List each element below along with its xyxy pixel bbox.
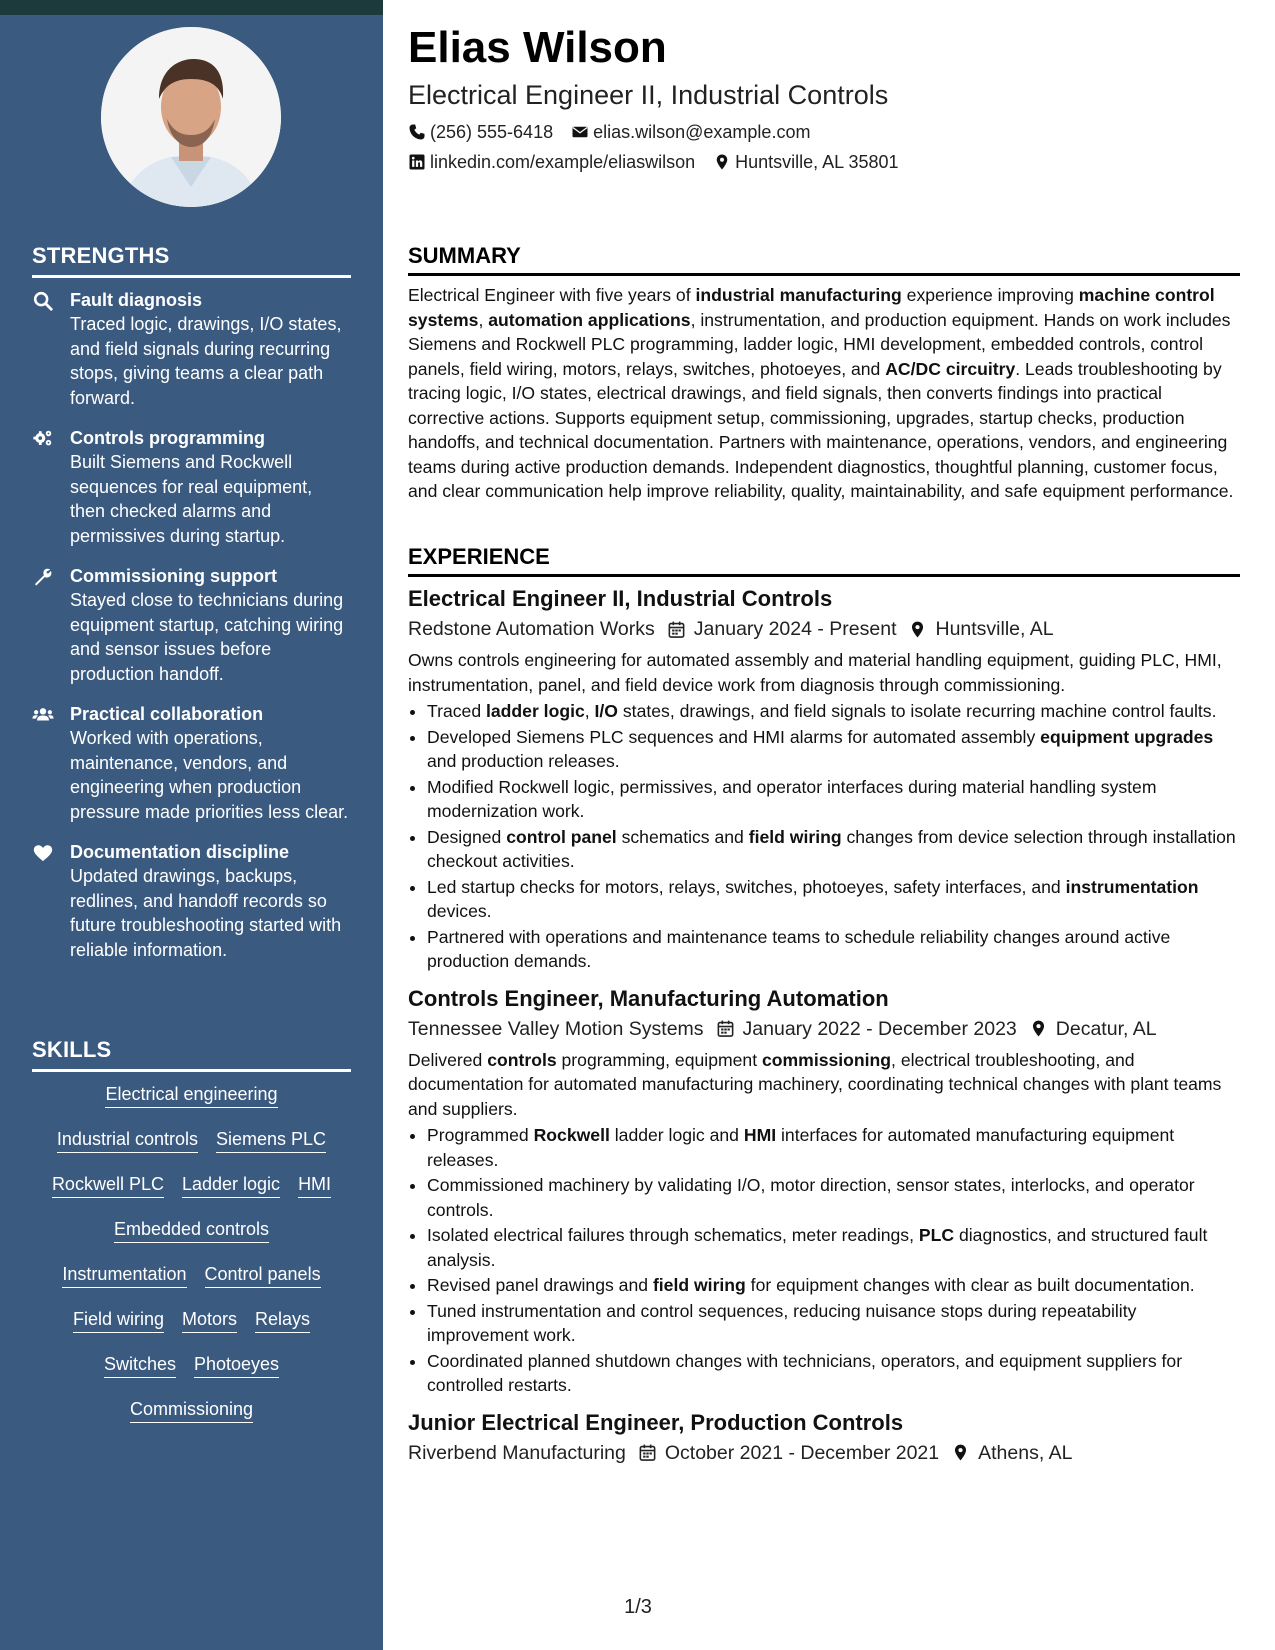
experience-section [408,544,1240,1478]
skills-title: SKILLS [32,1037,351,1072]
job-entry [408,584,1240,974]
list-item: • Commissioned machinery by validating I/O, motor direction, sensor states, interlocks, and operator controls. [427,1173,1240,1222]
phone-text: (256) 555-6418 [430,122,554,142]
job-meta [408,1014,1240,1044]
job-location: Athens, AL [978,1441,1073,1464]
map-pin-icon [1029,1019,1048,1038]
skill-tag: Instrumentation [62,1262,186,1288]
job-location: Decatur, AL [1055,1017,1157,1040]
job-role: Controls Engineer, Manufacturing Automation [408,985,889,1011]
skill-tag: Photoeyes [194,1352,279,1378]
job-description: Owns controls engineering for automated assembly and material handling equipment, guiding PLC, HMI, instrumentation, panel, and field device work from diagnosis through commissioning. [408,650,1222,695]
bold-keyword: AC/DC circuitry [885,358,1016,379]
list-item: • Modified Rockwell logic, permissives, and operator interfaces during material handling system modernization work. [427,775,1240,824]
skill-tag: Control panels [205,1262,321,1288]
profile-photo [101,27,281,207]
job-company: Riverbend Manufacturing [408,1441,626,1464]
resume-header [408,20,1240,174]
job-dates: January 2024 - Present [693,618,897,640]
summary-section [408,243,1240,504]
strength-desc: Traced logic, drawings, I/O states, and field signals during recurring stops, giving teams a clear path forward. [70,314,342,408]
bold-keyword: machine control systems [408,285,1215,330]
list-item: • Partnered with operations and maintenance teams to schedule reliability changes around active production demands. [427,925,1240,974]
job-bullets [408,1123,1240,1398]
strength-item [32,288,352,410]
bold-keyword: field wiring [652,1275,746,1295]
strength-desc: Stayed close to technicians during equipment startup, catching wiring and sensor issues before production handoff. [70,590,344,684]
job-description: Delivered controls programming, equipment commissioning, electrical troubleshooting, and documentation for automated manufacturing machinery, coordinating technical changes with plant teams and suppliers. [408,1049,1222,1119]
job-meta [408,1438,1240,1468]
email-link[interactable]: elias.wilson@example.com [593,122,811,142]
contact-row-2 [408,150,1240,174]
strengths-list [32,288,352,978]
bold-keyword: Rockwell [533,1125,610,1145]
phone-contact [408,120,553,144]
bold-keyword: PLC [918,1225,955,1245]
job-role: Junior Electrical Engineer, Production Controls [408,1409,904,1435]
bold-keyword: I/O [594,701,618,721]
list-item: • Isolated electrical failures through schematics, meter readings, PLC diagnostics, and structured fault analysis. [427,1223,1240,1272]
map-pin-icon [951,1443,970,1462]
linkedin-contact[interactable] [408,150,695,174]
job-dates: January 2022 - December 2023 [742,1017,1017,1040]
skill-tag: Industrial controls [57,1127,198,1153]
skill-tag: Switches [104,1352,176,1378]
job-location: Huntsville, AL [935,618,1054,640]
bold-keyword: controls [487,1049,557,1070]
bold-keyword: control panel [506,826,617,847]
sidebar-top-bar [0,0,383,15]
bold-keyword: equipment upgrades [1040,726,1214,747]
candidate-name: Elias Wilson [408,23,667,72]
candidate-title: Electrical Engineer II, Industrial Controls [408,80,889,110]
strength-item [32,702,352,824]
list-item: • Revised panel drawings and field wiring for equipment changes with clear as built documentation. [427,1273,1240,1298]
bold-keyword: ladder logic [486,701,585,721]
heart-icon [32,840,70,962]
gears-icon [32,426,70,548]
list-item: • Developed Siemens PLC sequences and HMI alarms for automated assembly equipment upgrades and production releases. [427,725,1240,774]
contact-row [408,120,1240,144]
bold-keyword: HMI [743,1125,777,1145]
experience-title: EXPERIENCE [408,544,1240,577]
skill-tag: Embedded controls [114,1217,269,1243]
job-company: Redstone Automation Works [408,618,655,640]
summary-text: Electrical Engineer with five years of industrial manufacturing experience improving machine control systems, automation applications, instrumentation, and production equipment. Hands on work includes Siemens and Rockwell PLC programming, ladder logic, HMI development, embedded controls, control panels, field wiring, motors, relays, switches, photoeyes, and AC/DC circuitry. Leads troubleshooting by tracing logic, I/O states, electrical drawings, and field signals, then converts findings into practical corrective actions. Supports equipment setup, commissioning, upgrades, startup checks, production handoffs, and technical documentation. Partners with maintenance, operations, vendors, and engineering teams during active production demands. Independent diagnostics, thoughtful planning, customer focus, and clear communication help improve reliability, quality, maintainability, and safe equipment performance. [408,285,1234,501]
strength-title: Controls programming [70,428,266,448]
calendar-icon [667,620,686,639]
list-item: • Led startup checks for motors, relays, switches, photoeyes, safety interfaces, and instrumentation devices. [427,875,1240,924]
skill-tag: Electrical engineering [105,1082,277,1108]
job-meta [408,614,1240,644]
envelope-icon [571,123,589,141]
strength-desc: Built Siemens and Rockwell sequences for real equipment, then checked alarms and permissives during startup. [70,452,313,546]
calendar-icon [638,1443,657,1462]
strength-desc: Updated drawings, backups, redlines, and handoff records so future troubleshooting started with reliable information. [70,866,342,960]
map-pin-icon [908,620,927,639]
job-dates: October 2021 - December 2021 [664,1441,940,1464]
linkedin-icon [408,153,426,171]
skill-tag: HMI [298,1172,331,1198]
users-icon [32,702,70,824]
skill-tag: Ladder logic [182,1172,280,1198]
strength-title: Commissioning support [70,566,277,586]
skill-tag: Field wiring [73,1307,164,1333]
list-item: • Traced ladder logic, I/O states, drawings, and field signals to isolate recurring machine control faults. [427,699,1240,724]
bold-keyword: commissioning [762,1049,892,1070]
wrench-icon [32,564,70,686]
list-item: • Tuned instrumentation and control sequences, reducing nuisance stops during repeatability improvement work. [427,1299,1240,1348]
skill-tag: Rockwell PLC [52,1172,164,1198]
page-number: 1/3 [624,1596,652,1618]
location-text: Huntsville, AL 35801 [735,152,899,172]
bold-keyword: instrumentation [1065,876,1199,897]
strength-title: Documentation discipline [70,842,290,862]
phone-icon [408,123,426,141]
calendar-icon [716,1019,735,1038]
skill-tag: Relays [255,1307,310,1333]
email-contact[interactable] [571,120,810,144]
bold-keyword: field wiring [748,826,842,847]
summary-title: SUMMARY [408,243,1240,276]
strength-item [32,840,352,962]
location-contact [713,150,898,174]
job-bullets [408,699,1240,974]
sidebar [0,0,383,1650]
job-entry [408,984,1240,1398]
job-entry [408,1408,1240,1468]
job-company: Tennessee Valley Motion Systems [408,1017,704,1040]
bold-keyword: automation applications [488,309,691,330]
strengths-title: STRENGTHS [32,243,351,278]
list-item: • Programmed Rockwell ladder logic and HMI interfaces for automated manufacturing equipment releases. [427,1123,1240,1172]
bold-keyword: industrial manufacturing [695,285,902,305]
skills-list [32,1082,351,1442]
strength-title: Fault diagnosis [70,290,203,310]
strength-desc: Worked with operations, maintenance, vendors, and engineering when production pressure made priorities less clear. [70,728,349,822]
skill-tag: Commissioning [130,1397,253,1423]
list-item: • Coordinated planned shutdown changes with technicians, operators, and equipment suppliers for controlled restarts. [427,1349,1240,1398]
strength-title: Practical collaboration [70,704,264,724]
list-item: • Designed control panel schematics and field wiring changes from device selection through installation checkout activities. [427,825,1240,874]
map-pin-icon [713,153,731,171]
linkedin-link[interactable]: linkedin.com/example/eliaswilson [430,152,696,172]
jobs-list [408,584,1240,1468]
strength-item [32,564,352,686]
search-icon [32,288,70,410]
skill-tag: Siemens PLC [216,1127,326,1153]
job-role: Electrical Engineer II, Industrial Controls [408,586,833,611]
skill-tag: Motors [182,1307,237,1333]
strength-item [32,426,352,548]
